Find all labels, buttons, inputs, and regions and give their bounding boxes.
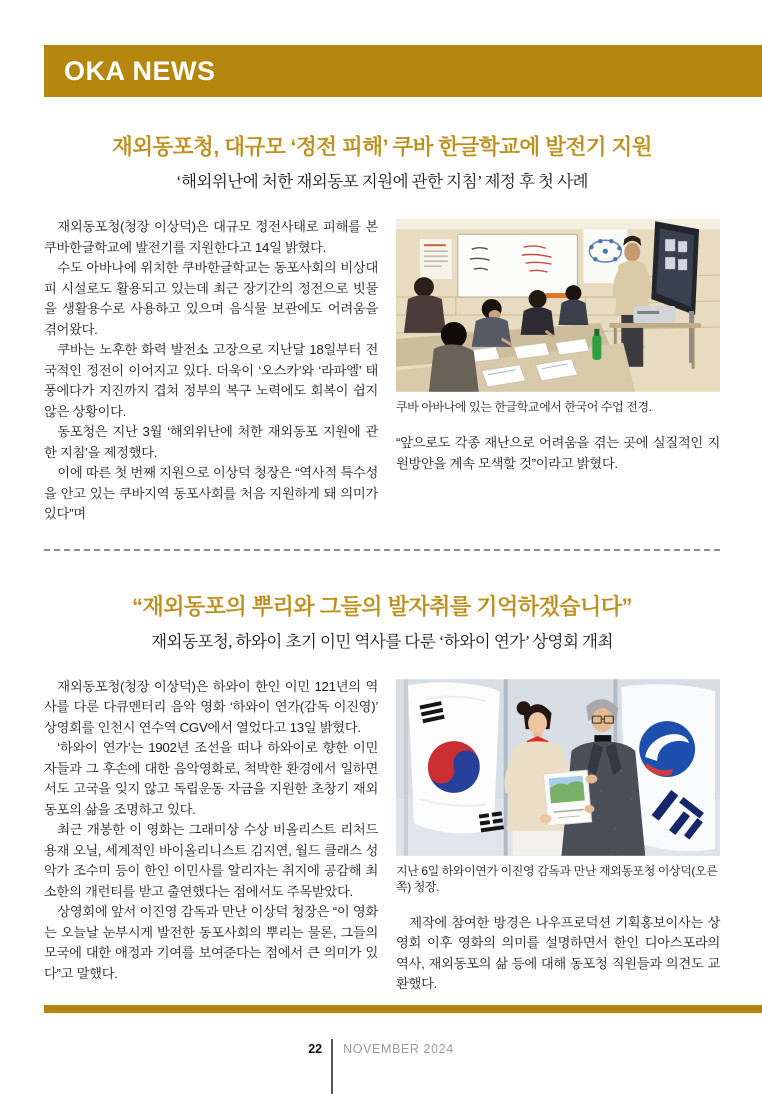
article-hawaii-screening [44,593,720,995]
article-left-column [44,677,378,995]
body-paragraph: 재외동포청(청장 이상덕)은 하와이 한인 이민 121년의 역사를 다룬 다큐멘터리 음악 영화 ‘하와이 연가(감독 이진영)’ 상영회를 인천시 연수역 CGV에서 열었다고 13일 밝혔다. [44,678,378,735]
meeting-photo-figure [396,679,720,895]
article-title: “재외동포의 뿌리와 그들의 발자취를 기억하겠습니다” [132,593,632,619]
article-subtitle: 재외동포청, 하와이 초기 이민 역사를 다룬 ‘하와이 연가’ 상영회 개최 [151,631,613,651]
article-right-column [396,677,720,995]
article-columns [44,677,720,995]
article-right-column [396,217,720,525]
masthead-band [44,45,762,97]
bottom-accent-bar [44,1005,762,1013]
article-columns [44,217,720,525]
footer-divider [331,1039,333,1094]
body-paragraph: 제작에 참여한 방경은 나우프로덕션 기획홍보이사는 상영회 이후 영화의 의미를 설명하면서 한인 디아스포라의 역사, 재외동포의 삶 등에 대해 동포청 직원들과 의견도 교환했다. [396,914,720,991]
body-paragraph: 재외동포청(청장 이상덕)은 대규모 정전사태로 피해를 본 쿠바한글학교에 발전기를 지원한다고 14일 밝혔다. [44,219,378,255]
newsletter-page [0,45,762,1065]
article-left-column [44,217,378,525]
page-number: 22 [308,1041,323,1056]
masthead-title: OKA NEWS [64,55,216,86]
body-paragraph: ‘하와이 연가’는 1902년 조선을 떠나 하와이로 향한 이민자들과 그 후손에 대한 음악영화로, 척박한 환경에서 일하면서도 고국을 잊지 않고 독립운동 자금을 지원한 초창기 재외동포의 삶을 조명하고 있다. [44,740,378,817]
body-paragraph: 쿠바는 노후한 화력 발전소 고장으로 지난달 18일부터 전국적인 정전이 이어지고 있다. 더욱이 ‘오스카’와 ‘라파엘’ 태풍에다가 지진까지 겹쳐 정부의 복구 노력에도 회복이 쉽지 않은 상황이다. [44,342,378,419]
body-paragraph: “앞으로도 각종 재난으로 어려움을 겪는 곳에 실질적인 지원방안을 계속 모색할 것”이라고 밝혔다. [396,435,720,471]
article-title: 재외동포청, 대규모 ‘정전 피해’ 쿠바 한글학교에 발전기 지원 [111,135,652,159]
meeting-photo [396,679,720,856]
dashed-divider [44,549,720,551]
body-paragraph: 이에 따른 첫 번째 지원으로 이상덕 청장은 “역사적 특수성을 안고 있는 쿠바지역 동포사회를 처음 지원하게 돼 의미가 있다”며 [44,465,378,521]
body-paragraph: 상영회에 앞서 이진영 감독과 만난 이상덕 청장은 “이 영화는 오늘날 눈부시게 발전한 동포사회의 뿌리는 물론, 그들의 모국에 대한 애정과 기여를 보여준다는 점에서 큰 의미가 있다”고 말했다. [44,904,378,981]
page-content [0,133,762,995]
page-footer [0,1039,762,1094]
classroom-photo-figure [396,219,720,415]
article-cuba-generator [44,133,720,525]
photo-caption: 지난 6일 하와이연가 이진영 감독과 만난 재외동포청 이상덕(오른쪽) 청장. [396,863,718,894]
body-paragraph: 동포청은 지난 3월 ‘해외위난에 처한 재외동포 지원에 관한 지침’을 제정했다. [44,424,378,460]
body-paragraph: 수도 아바나에 위치한 쿠바한글학교는 동포사회의 비상대피 시설로도 활용되고 있는데 최근 장기간의 정전으로 빗물을 생활용수로 사용하고 있으며 음식물 보관에도 어려움을 겪어왔다. [44,260,378,337]
article-subtitle: ‘해외위난에 처한 재외동포 지원에 관한 지침’ 제정 후 첫 사례 [176,172,588,191]
photo-caption: 쿠바 아바나에 있는 한글학교에서 한국어 수업 전경. [396,400,652,414]
classroom-photo [396,219,720,392]
issue-date: NOVEMBER 2024 [343,1041,454,1056]
body-paragraph: 최근 개봉한 이 영화는 그래미상 수상 비올리스트 리처드 용재 오닐, 세계적인 바이올리니스트 김지연, 월드 클래스 성악가 조수미 등이 한인 이민사를 알리자는 취지에 공감해 최소한의 개런티를 받고 출연했다는 점에서도 주목받았다. [44,822,378,899]
